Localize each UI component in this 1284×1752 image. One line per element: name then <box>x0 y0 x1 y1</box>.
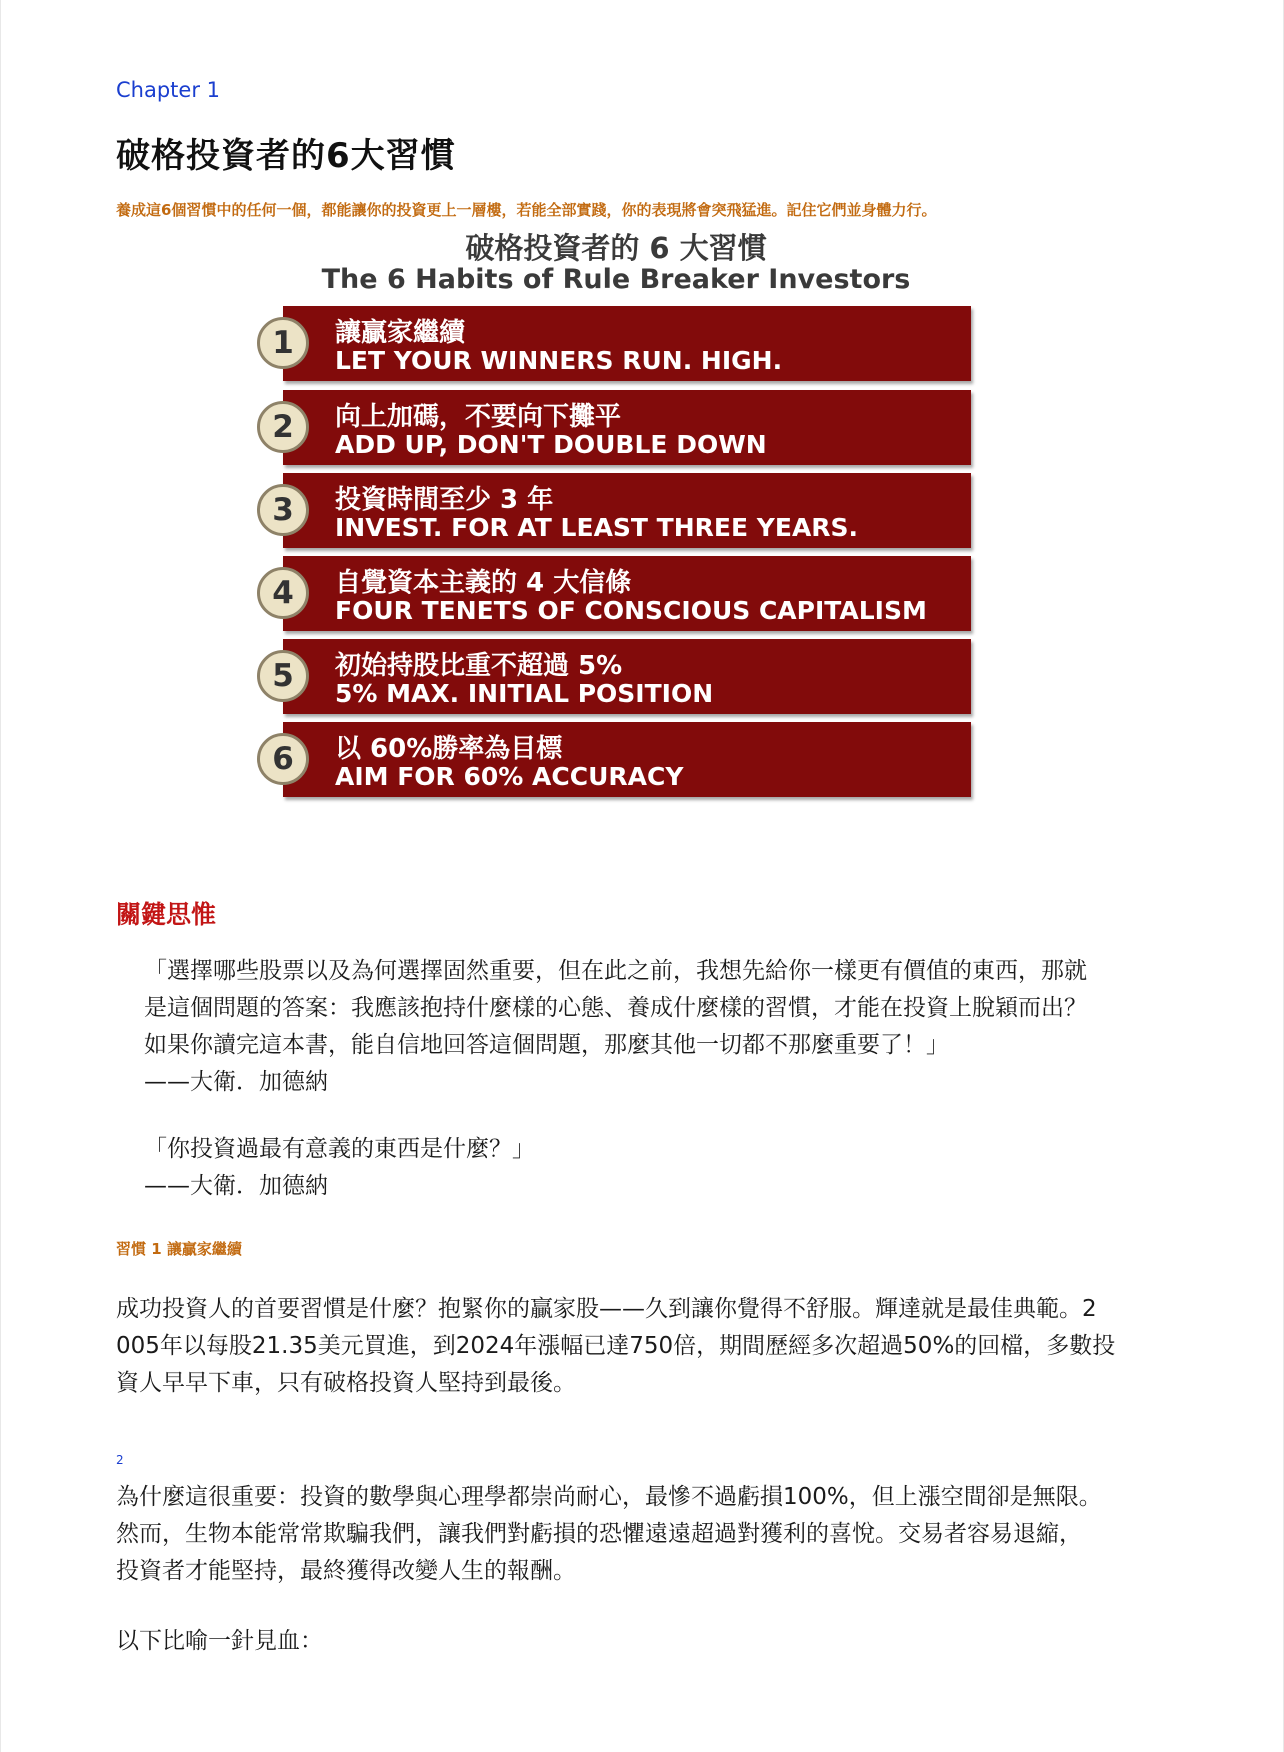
quote-line: 「你投資過最有意義的東西是什麼？」 <box>144 1136 535 1162</box>
chapter-link[interactable]: Chapter 1 <box>116 78 220 102</box>
habit-title-zh: 自覺資本主義的 4 大信條 <box>335 568 632 598</box>
paragraph-2 <box>116 1479 1206 1590</box>
habit-title-zh: 以 60%勝率為目標 <box>335 734 563 764</box>
quote-line: 如果你讀完這本書，能自信地回答這個問題，那麼其他一切都不那麼重要了！」 <box>144 1032 949 1058</box>
habit-title-zh: 投資時間至少 3 年 <box>335 485 554 515</box>
paragraph-line: 以下比喻一針見血： <box>116 1628 323 1654</box>
infographic-title-zh: 破格投資者的 6 大習慣 <box>465 231 767 265</box>
habit-card <box>251 639 973 719</box>
paragraph-line: 為什麼這很重要：投資的數學與心理學都崇尚耐心，最慘不過虧損100%，但上漲空間卻是無限。 <box>116 1484 1102 1510</box>
habit-card <box>251 306 973 386</box>
habit-number-badge: 4 <box>257 567 309 619</box>
quote-line: 是這個問題的答案：我應該抱持什麼樣的心態、養成什麼樣的習慣，才能在投資上脫穎而出？ <box>144 995 1087 1021</box>
habit-title-en: ADD UP, DON'T DOUBLE DOWN <box>335 430 767 459</box>
habit-card <box>251 473 973 553</box>
quote-author: ——大衛．加德納 <box>144 1069 328 1095</box>
habit-title-en: LET YOUR WINNERS RUN. HIGH. <box>335 346 783 375</box>
habit-card <box>251 556 973 636</box>
habit-number-badge: 2 <box>257 401 309 453</box>
infographic-title-en: The 6 Habits of Rule Breaker Investors <box>321 264 911 295</box>
quote-block-2 <box>144 1131 1204 1205</box>
quote-line: 「選擇哪些股票以及為何選擇固然重要，但在此之前，我想先給你一樣更有價值的東西，那就 <box>144 958 1087 984</box>
key-thinking-heading: 關鍵思惟 <box>116 900 217 929</box>
habit-title-zh: 初始持股比重不超過 5% <box>335 651 623 681</box>
habit-title-en: FOUR TENETS OF CONSCIOUS CAPITALISM <box>335 596 927 625</box>
habit-title-en: AIM FOR 60% ACCURACY <box>335 762 684 791</box>
page-title: 破格投資者的6大習慣 <box>116 136 456 176</box>
subtitle: 養成這6個習慣中的任何一個，都能讓你的投資更上一層樓，若能全部實踐，你的表現將會突飛猛進。記住它們並身體力行。 <box>116 201 937 219</box>
habit-title-en: 5% MAX. INITIAL POSITION <box>335 679 714 708</box>
habit-title-zh: 讓贏家繼續 <box>335 318 466 348</box>
quote-block-1 <box>144 953 1204 1101</box>
paragraph-line: 資人早早下車，只有破格投資人堅持到最後。 <box>116 1370 576 1396</box>
paragraph-line: 投資者才能堅持，最終獲得改變人生的報酬。 <box>116 1558 576 1584</box>
footnote-marker[interactable]: 2 <box>116 1453 124 1467</box>
habit-card <box>251 722 973 802</box>
habit-number-badge: 3 <box>257 484 309 536</box>
habit-title-zh: 向上加碼，不要向下攤平 <box>335 402 622 432</box>
habit-number-badge: 5 <box>257 650 309 702</box>
paragraph-3 <box>116 1623 1206 1660</box>
quote-author: ——大衛．加德納 <box>144 1173 328 1199</box>
habit-number-badge: 6 <box>257 733 309 785</box>
paragraph-1 <box>116 1291 1206 1402</box>
habit-card <box>251 390 973 470</box>
habits-infographic <box>251 226 981 848</box>
paragraph-line: 005年以每股21.35美元買進，到2024年漲幅已達750倍，期間歷經多次超過50%的回檔，多數投 <box>116 1333 1116 1359</box>
habit-title-en: INVEST. FOR AT LEAST THREE YEARS. <box>335 513 859 542</box>
habit-number-badge: 1 <box>257 317 309 369</box>
paragraph-line: 然而，生物本能常常欺騙我們，讓我們對虧損的恐懼遠遠超過對獲利的喜悅。交易者容易退縮， <box>116 1521 1082 1547</box>
paragraph-line: 成功投資人的首要習慣是什麼？抱緊你的贏家股——久到讓你覺得不舒服。輝達就是最佳典範。2 <box>116 1296 1097 1322</box>
habit1-heading: 習慣 1 讓贏家繼續 <box>116 1240 242 1258</box>
